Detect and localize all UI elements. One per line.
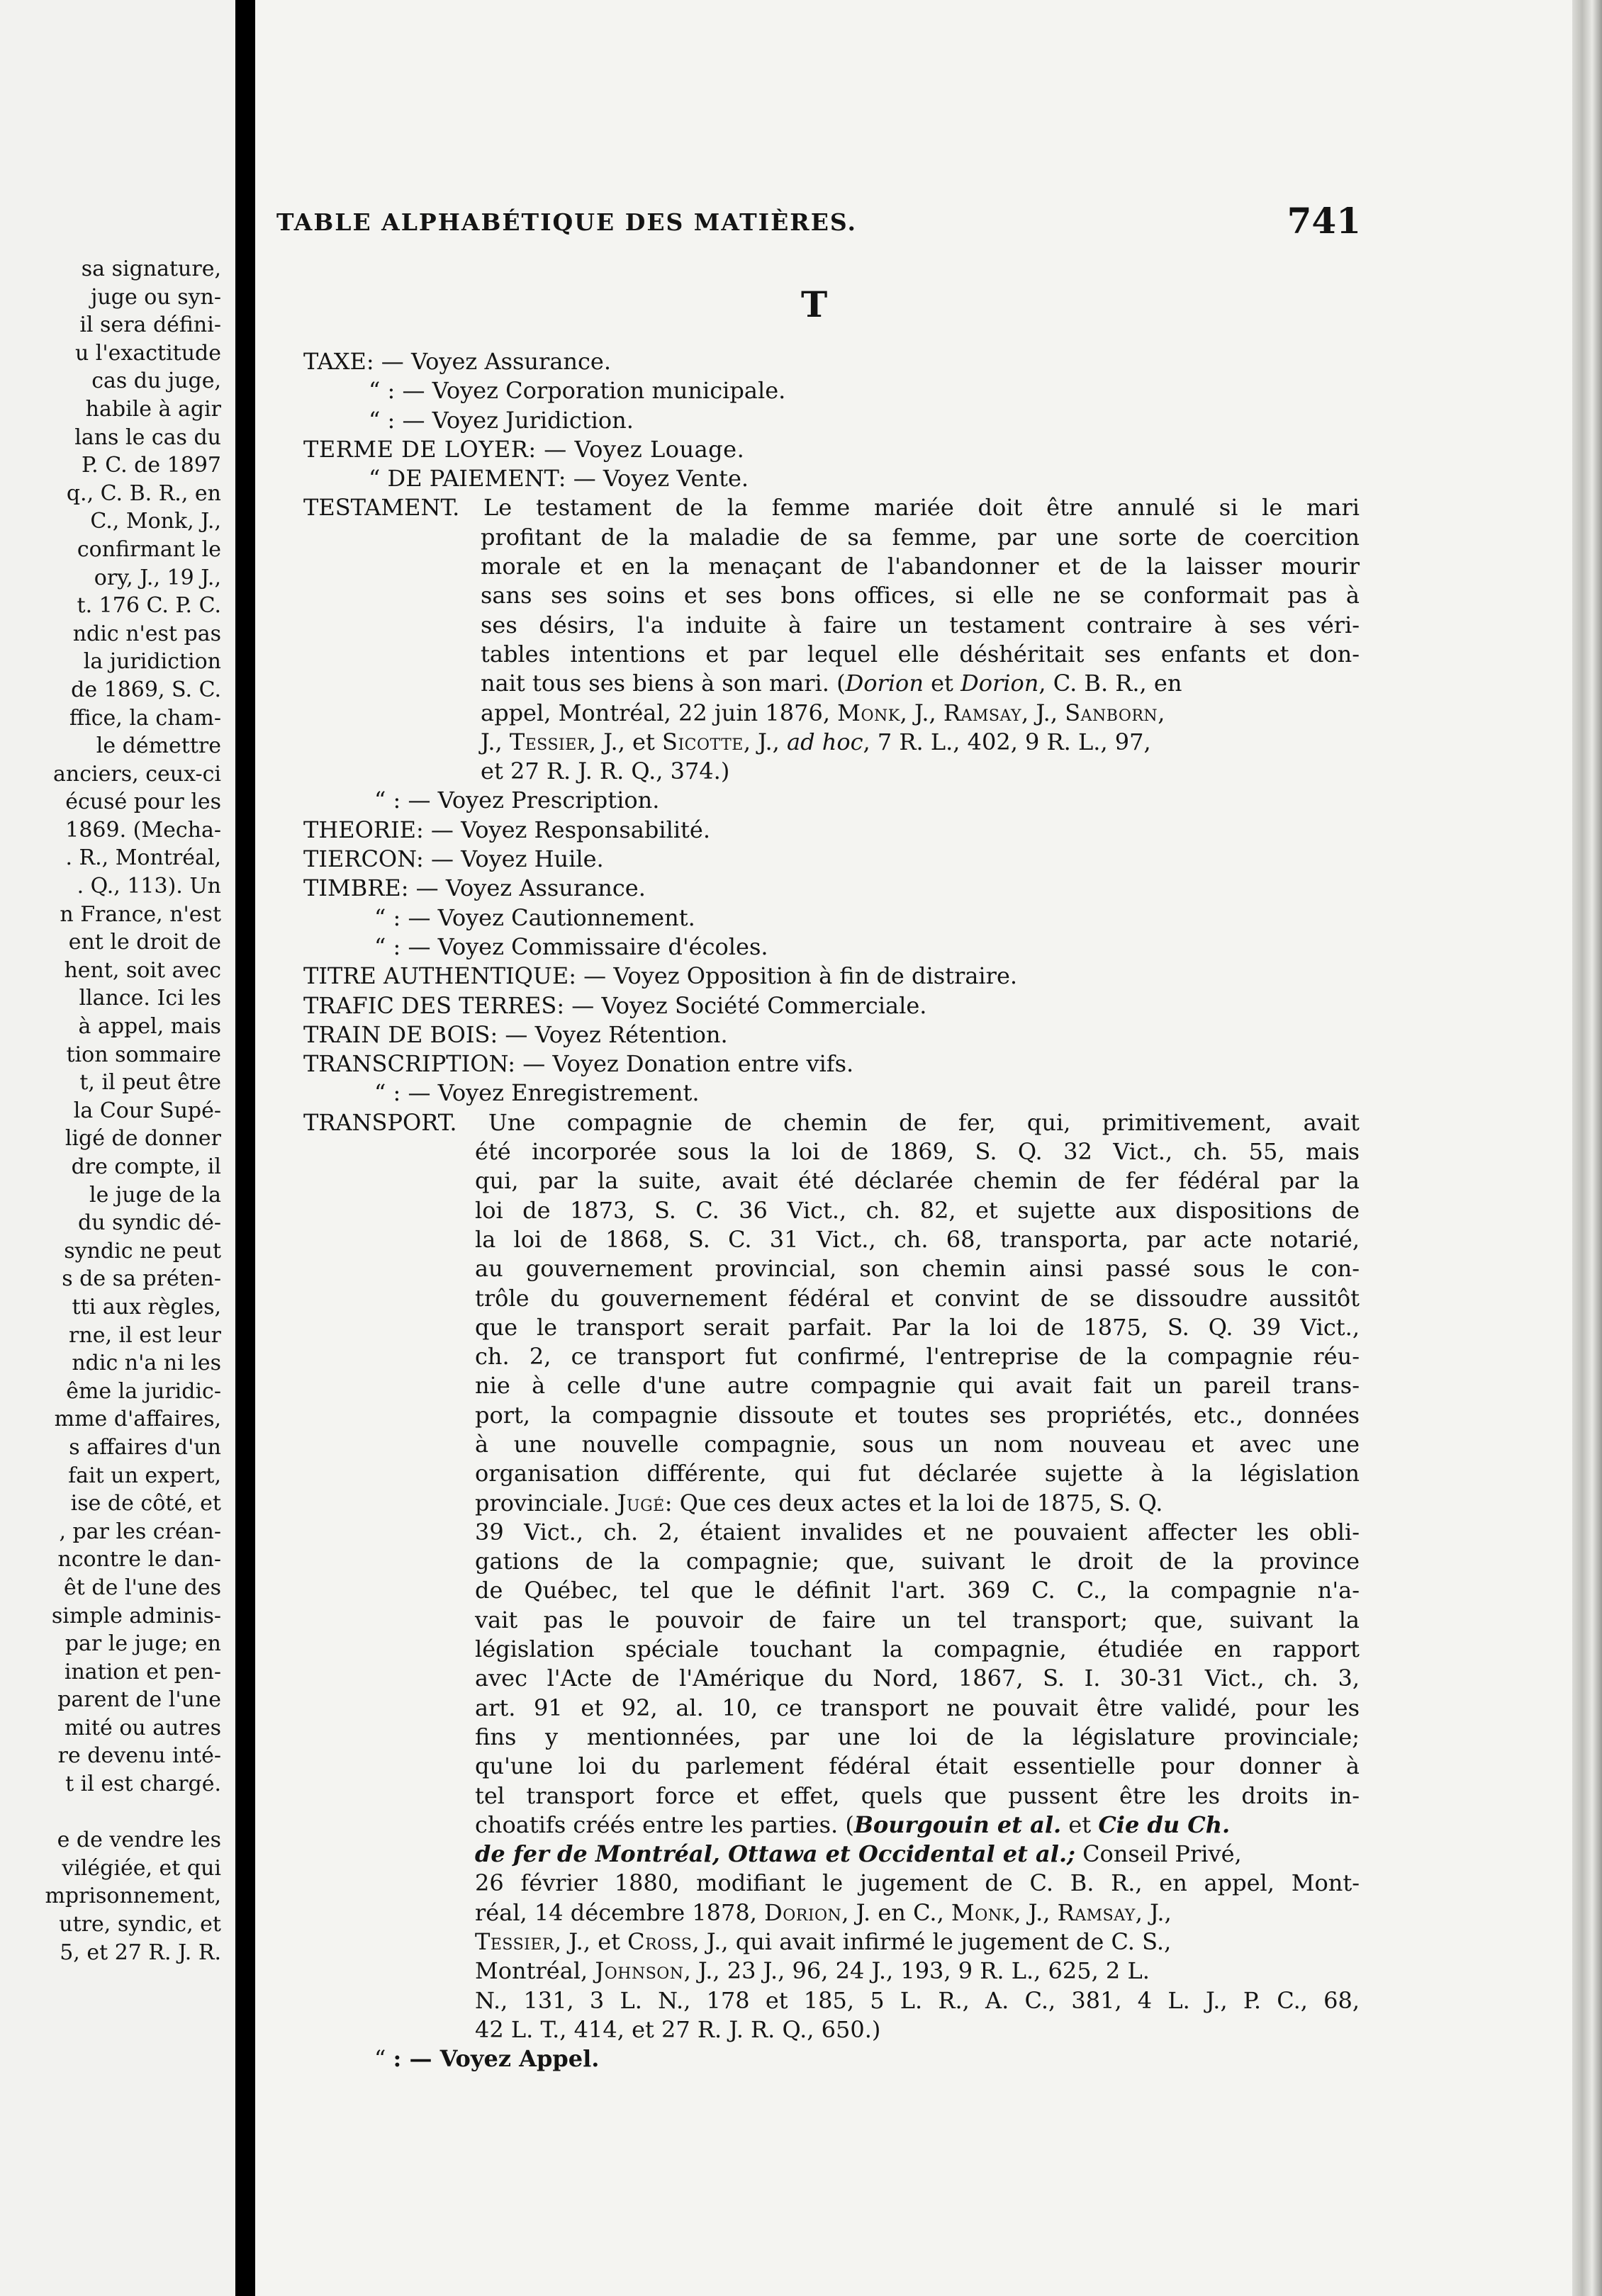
previous-page-line: de 1869, S. C. bbox=[71, 677, 221, 702]
entry-taxe: TAXE: — Voyez Assurance. bbox=[303, 348, 612, 375]
previous-page-line: . Q., 113). Un bbox=[77, 874, 221, 899]
entry-timbre-ditto: “ : — Voyez Commissaire d'écoles. bbox=[374, 933, 768, 960]
previous-page-line: . R., Montréal, bbox=[65, 845, 221, 871]
text-line: 42 L. T., 414, et 27 R. J. R. Q., 650.) bbox=[475, 2015, 881, 2043]
ditto-mark: “ bbox=[369, 377, 381, 405]
previous-page-line: , par les créan- bbox=[59, 1519, 221, 1544]
previous-page-line: syndic ne peut bbox=[64, 1238, 221, 1264]
previous-page-line: le démettre bbox=[96, 733, 221, 759]
entry-timbre-ditto: “ : — Voyez Cautionnement. bbox=[374, 904, 695, 931]
previous-page-line: ligé de donner bbox=[65, 1126, 221, 1152]
previous-page-line: écusé pour les bbox=[65, 789, 221, 815]
ditto-mark: “ bbox=[374, 1079, 386, 1107]
text-line: à une nouvelle compagnie, sous un nom nouveau et avec une bbox=[475, 1430, 1360, 1458]
entry-taxe-ditto: “ : — Voyez Juridiction. bbox=[369, 406, 634, 434]
entry-trafic-des-terres: TRAFIC DES TERRES: — Voyez Société Commerciale. bbox=[303, 991, 927, 1019]
previous-page-line: C., Monk, J., bbox=[90, 509, 221, 534]
entry-timbre: TIMBRE: — Voyez Assurance. bbox=[303, 874, 646, 902]
previous-page-text-column bbox=[0, 255, 221, 1966]
previous-page-line: mité ou autres bbox=[64, 1715, 221, 1740]
page-number: 741 bbox=[1287, 200, 1361, 242]
entry-terme-ditto: “ DE PAIEMENT: — Voyez Vente. bbox=[369, 465, 749, 493]
previous-page-line: hent, soit avec bbox=[64, 957, 221, 983]
previous-page-line: anciers, ceux-ci bbox=[53, 761, 221, 787]
entry-terme-de-loyer: TERME DE LOYER: — Voyez Louage. bbox=[303, 435, 745, 463]
book-gutter bbox=[235, 0, 255, 2296]
previous-page-line: e de vendre les bbox=[57, 1828, 221, 1853]
previous-page-line: ory, J., 19 J., bbox=[94, 565, 221, 590]
previous-page-line: la juridiction bbox=[83, 649, 221, 675]
text-line: nait tous ses biens à son mari. (Dorion et Dorion, C. B. R., en bbox=[481, 670, 1182, 697]
entry-taxe-ditto: “ : — Voyez Corporation municipale. bbox=[369, 377, 786, 405]
previous-page-line: êt de l'une des bbox=[64, 1575, 221, 1600]
previous-page-line: 5, et 27 R. J. R. bbox=[60, 1940, 221, 1965]
previous-page-line: par le juge; en bbox=[65, 1631, 221, 1657]
previous-page-line: fait un expert, bbox=[68, 1463, 221, 1488]
previous-page-line: ndic n'a ni les bbox=[72, 1351, 221, 1376]
previous-page-line: q., C. B. R., en bbox=[66, 480, 221, 506]
previous-page-line: tti aux règles, bbox=[72, 1294, 221, 1319]
previous-page-line: s affaires d'un bbox=[69, 1434, 221, 1460]
text-line: trôle du gouvernement fédéral et convint de se dissoudre aussitôt bbox=[475, 1284, 1360, 1312]
previous-page-line: u l'exactitude bbox=[74, 340, 221, 366]
page-edge bbox=[1572, 0, 1602, 2296]
previous-page-line: ise de côté, et bbox=[70, 1491, 221, 1516]
ditto-mark: “ bbox=[369, 406, 381, 434]
text-line: qui, par la suite, avait été déclarée chemin de fer fédéral par la bbox=[475, 1167, 1360, 1195]
page-header bbox=[276, 200, 1361, 242]
previous-page-line: rne, il est leur bbox=[69, 1322, 221, 1348]
text-line: provinciale. Jugé: Que ces deux actes et la loi de 1875, S. Q. bbox=[475, 1489, 1163, 1516]
previous-page-line: ndic n'est pas bbox=[72, 621, 221, 646]
previous-page-line: mprisonnement, bbox=[45, 1884, 221, 1909]
text-line: que le transport serait parfait. Par la loi de 1875, S. Q. 39 Vict., bbox=[475, 1313, 1360, 1341]
text-line: loi de 1873, S. C. 36 Vict., ch. 82, et sujette aux dispositions de bbox=[475, 1196, 1360, 1224]
previous-page-line: utre, syndic, et bbox=[59, 1912, 221, 1937]
index-entries bbox=[303, 347, 1360, 2074]
text-line: 26 février 1880, modifiant le jugement de C. B. R., en appel, Mont- bbox=[475, 1869, 1360, 1897]
previous-page-line: ination et pen- bbox=[64, 1659, 221, 1684]
text-line: 39 Vict., ch. 2, étaient invalides et ne pouvaient affecter les obli- bbox=[475, 1518, 1360, 1546]
previous-page-line: simple adminis- bbox=[51, 1603, 221, 1628]
ditto-mark: “ bbox=[374, 933, 386, 960]
previous-page-line: ent le droit de bbox=[68, 930, 221, 955]
text-line: et 27 R. J. R. Q., 374.) bbox=[481, 758, 730, 785]
previous-page-line bbox=[0, 1799, 221, 1827]
text-line: avec l'Acte de l'Amérique du Nord, 1867, S. I. 30-31 Vict., ch. 3, bbox=[475, 1665, 1360, 1692]
entry-titre-authentique: TITRE AUTHENTIQUE: — Voyez Opposition à fin de distraire. bbox=[303, 962, 1018, 990]
text-line: profitant de la maladie de sa femme, par une sorte de coercition bbox=[481, 523, 1360, 551]
text-line: qu'une loi du parlement fédéral était essentielle pour donner à bbox=[475, 1752, 1360, 1780]
previous-page-line: t, il peut être bbox=[79, 1070, 221, 1096]
entry-transport: TRANSPORT. Une compagnie de chemin de fer, qui, primitivement, avait bbox=[303, 1108, 1360, 1136]
previous-page-line: dre compte, il bbox=[71, 1154, 221, 1179]
previous-page-line: il sera défini- bbox=[79, 313, 221, 338]
previous-page-line: ême la juridic- bbox=[66, 1378, 221, 1404]
section-letter: T bbox=[801, 283, 828, 325]
text-line: au gouvernement provincial, son chemin ainsi passé sous le con- bbox=[475, 1255, 1360, 1283]
previous-page-line: ncontre le dan- bbox=[57, 1547, 221, 1572]
text-line: morale et en la menaçant de l'abandonner et de la laisser mourir bbox=[481, 553, 1360, 580]
previous-page-line: vilégiée, et qui bbox=[62, 1855, 221, 1881]
previous-page-line: la Cour Supé- bbox=[73, 1098, 221, 1123]
text-line: législation spéciale touchant la compagnie, étudiée en rapport bbox=[475, 1636, 1360, 1663]
entry-theorie: THEORIE: — Voyez Responsabilité. bbox=[303, 816, 711, 843]
text-line: ses désirs, l'a induite à faire un testament contraire à ses véri- bbox=[481, 611, 1360, 638]
previous-page-line: parent de l'une bbox=[57, 1687, 221, 1713]
previous-page-line: le juge de la bbox=[89, 1182, 221, 1208]
previous-page-line: confirmant le bbox=[77, 536, 221, 562]
text-line: la loi de 1868, S. C. 31 Vict., ch. 68, transporta, par acte notarié, bbox=[475, 1225, 1360, 1253]
text-line: art. 91 et 92, al. 10, ce transport ne pouvait être validé, pour les bbox=[475, 1694, 1360, 1721]
text-line: fins y mentionnées, par une loi de la législature provinciale; bbox=[475, 1723, 1360, 1750]
previous-page-line: mme d'affaires, bbox=[54, 1407, 221, 1432]
previous-page-line: s de sa préten- bbox=[62, 1266, 221, 1292]
ditto-mark: “ bbox=[374, 904, 386, 931]
previous-page-line: 1869. (Mecha- bbox=[65, 817, 221, 843]
previous-page-line: juge ou syn- bbox=[91, 284, 221, 310]
text-line: N., 131, 3 L. N., 178 et 185, 5 L. R., A. C., 381, 4 L. J., P. C., 68, bbox=[475, 1986, 1360, 2014]
text-line: tables intentions et par lequel elle déshéritait ses enfants et don- bbox=[481, 640, 1360, 668]
text-line: été incorporée sous la loi de 1869, S. Q. 32 Vict., ch. 55, mais bbox=[475, 1138, 1360, 1166]
entry-testament-ditto: “ : — Voyez Prescription. bbox=[374, 787, 660, 814]
previous-page-line: t il est chargé. bbox=[65, 1772, 221, 1797]
text-line: de Québec, tel que le définit l'art. 369 C. C., la compagnie n'a- bbox=[475, 1577, 1360, 1604]
ditto-mark: “ bbox=[374, 787, 386, 814]
running-title: TABLE ALPHABÉTIQUE DES MATIÈRES. bbox=[276, 208, 857, 236]
previous-page-line: t. 176 C. P. C. bbox=[77, 593, 221, 619]
text-line: sans ses soins et ses bons offices, si elle ne se conformait pas à bbox=[481, 582, 1360, 609]
previous-page bbox=[0, 0, 235, 2296]
previous-page-line: cas du juge, bbox=[91, 368, 221, 394]
previous-page-line: du syndic dé- bbox=[78, 1210, 221, 1236]
text-line: tel transport force et effet, quels que pussent être les droits in- bbox=[475, 1782, 1360, 1809]
previous-page-line: re devenu inté- bbox=[57, 1743, 221, 1769]
text-line: choatifs créés entre les parties. (Bourgouin et al. et Cie du Ch. bbox=[475, 1811, 1231, 1838]
previous-page-line: n France, n'est bbox=[60, 901, 221, 927]
text-line: nie à celle d'une autre compagnie qui avait fait un pareil trans- bbox=[475, 1372, 1360, 1400]
previous-page-line: lans le cas du bbox=[74, 424, 221, 450]
text-line: de fer de Montréal, Ottawa et Occidental et al.; Conseil Privé, bbox=[475, 1840, 1242, 1868]
previous-page-line: ffice, la cham- bbox=[69, 705, 221, 731]
text-line: Tessier, J., et Cross, J., qui avait infirmé le jugement de C. S., bbox=[475, 1928, 1172, 1956]
text-line: organisation différente, qui fut déclarée sujette à la législation bbox=[475, 1460, 1360, 1487]
previous-page-line: tion sommaire bbox=[66, 1042, 221, 1067]
entry-testament: TESTAMENT. Le testament de la femme mariée doit être annulé si le mari bbox=[303, 494, 1360, 522]
previous-page-line: llance. Ici les bbox=[79, 986, 221, 1011]
entry-tiercon: TIERCON: — Voyez Huile. bbox=[303, 845, 604, 873]
ditto-mark: “ bbox=[374, 2045, 386, 2073]
text-line: appel, Montréal, 22 juin 1876, Monk, J., Ramsay, J., Sanborn, bbox=[481, 699, 1165, 726]
ditto-mark: “ bbox=[369, 465, 381, 493]
previous-page-line: sa signature, bbox=[81, 257, 221, 281]
previous-page-line: P. C. de 1897 bbox=[82, 453, 221, 478]
entry-transcription-ditto: “ : — Voyez Enregistrement. bbox=[374, 1079, 700, 1107]
text-line: réal, 14 décembre 1878, Dorion, J. en C., Monk, J., Ramsay, J., bbox=[475, 1898, 1172, 1926]
text-line: J., Tessier, J., et Sicotte, J., ad hoc, 7 R. L., 402, 9 R. L., 97, bbox=[481, 728, 1151, 755]
previous-page-line: à appel, mais bbox=[78, 1014, 221, 1040]
entry-train-de-bois: TRAIN DE BOIS: — Voyez Rétention. bbox=[303, 1020, 728, 1048]
text-line: vait pas le pouvoir de faire un tel transport; que, suivant la bbox=[475, 1606, 1360, 1633]
text-line: Montréal, Johnson, J., 23 J., 96, 24 J., 193, 9 R. L., 625, 2 L. bbox=[475, 1957, 1150, 1985]
text-line: gations de la compagnie; que, suivant le droit de la province bbox=[475, 1548, 1360, 1575]
entry-transport-ditto: “ : — Voyez Appel. bbox=[374, 2045, 600, 2073]
entry-transcription: TRANSCRIPTION: — Voyez Donation entre vifs. bbox=[303, 1050, 854, 1078]
text-line: ch. 2, ce transport fut confirmé, l'entreprise de la compagnie réu- bbox=[475, 1343, 1360, 1371]
text-line: port, la compagnie dissoute et toutes ses propriétés, etc., données bbox=[475, 1401, 1360, 1429]
previous-page-line: habile à agir bbox=[85, 396, 221, 422]
